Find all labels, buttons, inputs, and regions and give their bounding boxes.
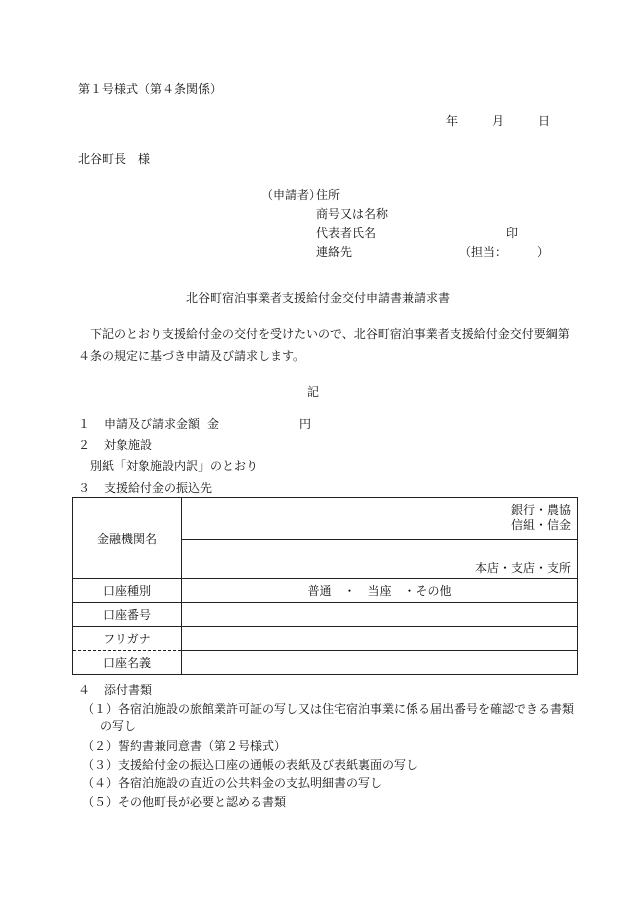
date-line	[446, 114, 550, 128]
body-line-1: 下記のとおり支援給付金の交付を受けたいので、北谷町宿泊事業者支援給付金交付要綱第	[90, 327, 570, 341]
item3-no: ３	[78, 481, 91, 495]
document-title: 北谷町宿泊事業者支援給付金交付申請書兼請求書	[186, 291, 451, 305]
attachment-item-3: （３）支援給付金の振込口座の通帳の表紙及び表紙裏面の写し	[82, 758, 419, 772]
attachments-no: ４	[78, 683, 91, 697]
item2-detail: 別紙「対象施設内訳」のとおり	[90, 459, 259, 473]
attachment-item-2: （２）誓約書兼同意書（第２号様式）	[82, 739, 287, 753]
attachment-item-4: （４）各宿泊施設の直近の公共料金の支払明細書の写し	[82, 776, 383, 790]
account-number-value	[182, 603, 578, 627]
attachment-item-1: （１）各宿泊施設の旅館業許可証の写し又は住宅宿泊事業に係る届出番号を確認できる書類	[82, 702, 575, 716]
branch-type-options: 本店・支店・支所	[474, 560, 571, 575]
date-year: 年	[446, 114, 459, 128]
account-type-label: 口座種別	[73, 579, 182, 603]
institution-divider	[182, 539, 577, 540]
addressee: 北谷町長 様	[78, 152, 151, 166]
item1-kin: 金	[207, 417, 220, 431]
applicant-company: 商号又は名称	[316, 207, 389, 221]
ki-heading: 記	[307, 385, 320, 399]
person-in-charge: （担当： ）	[459, 245, 550, 259]
furigana-label: フリガナ	[73, 627, 182, 651]
applicant-address: 住所	[316, 188, 341, 202]
form-number: 第１号様式（第４条関係）	[78, 82, 223, 96]
date-month: 月	[492, 114, 505, 128]
institution-label: 金融機関名	[73, 498, 182, 579]
account-name-label: 口座名義	[73, 651, 182, 675]
item1-yen: 円	[299, 417, 312, 431]
account-type-options: 普通 ・ 当座 ・その他	[182, 579, 578, 603]
attachment-item-1-cont: の写し	[100, 719, 137, 733]
bank-account-table	[72, 497, 578, 675]
bank-type-options	[511, 503, 571, 533]
item2-label: 対象施設	[104, 438, 153, 452]
date-day: 日	[538, 114, 551, 128]
account-number-label: 口座番号	[73, 603, 182, 627]
furigana-value	[182, 627, 578, 651]
seal-mark: 印	[506, 226, 519, 240]
applicant-contact: 連絡先	[316, 245, 353, 259]
item1-no: １	[78, 417, 91, 431]
bank-types-line-1: 銀行・農協	[510, 502, 571, 517]
body-line-2: ４条の規定に基づき申請及び請求します。	[78, 349, 306, 363]
item3-label: 支援給付金の振込先	[104, 481, 213, 495]
item1-label: 申請及び請求金額	[104, 417, 201, 431]
applicant-representative: 代表者氏名	[316, 226, 377, 240]
attachment-item-5: （５）その他町長が必要と認める書類	[82, 795, 287, 809]
bank-types-line-2: 信組・信金	[510, 517, 571, 532]
institution-value-cell	[182, 498, 578, 579]
account-name-value	[182, 651, 578, 675]
applicant-label: （申請者）	[261, 188, 322, 202]
attachments-heading: 添付書類	[104, 683, 153, 697]
item2-no: ２	[78, 438, 91, 452]
